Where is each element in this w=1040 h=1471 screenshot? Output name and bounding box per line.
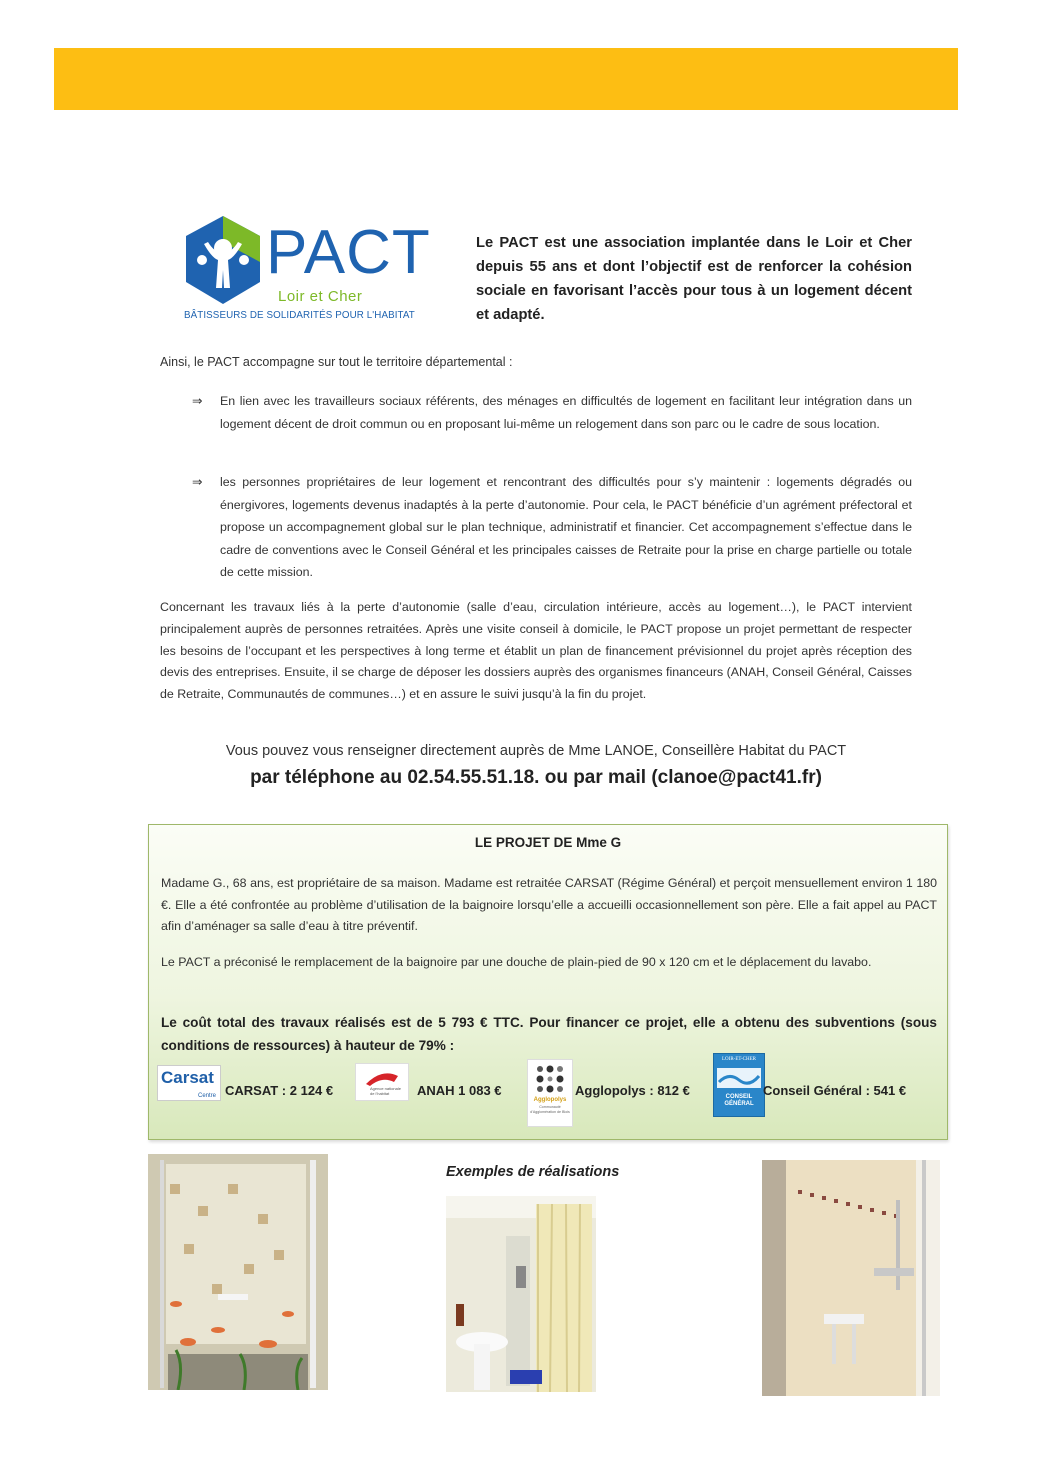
arrow-icon: ⇒	[192, 475, 203, 489]
carsat-logo: Carsat Centre	[157, 1065, 221, 1101]
photos-caption: Exemples de réalisations	[446, 1164, 620, 1180]
project-cost-text: Le coût total des travaux réalisés est de 5 793 € TTC. Pour financer ce projet, elle a obtenu des subventions (sous conditions de ressources) à hauteur de 79% :	[161, 1015, 937, 1053]
project-box	[148, 824, 948, 1140]
contact-details: par téléphone au 02.54.55.51.18. ou par mail (clanoe@pact41.fr)	[250, 767, 822, 788]
funder-carsat: CARSAT : 2 124 €	[225, 1083, 334, 1098]
funder-agglopolys: Agglopolys : 812 €	[575, 1083, 690, 1098]
bullet-item	[192, 471, 912, 584]
anah-mark-icon	[356, 1066, 408, 1088]
project-title: LE PROJET DE Mme G	[474, 835, 622, 850]
bullet-item	[192, 390, 912, 435]
bullet-text: les personnes propriétaires de leur logement et rencontrant des difficultés pour s’y maintenir : logements dégradés ou énergivores, logements devenus inadaptés à la perte d’autonomie. Pour cela, le PACT bénéficie d’un agrément préfectoral et propose un accompagnement global sur le plan technique, administratif et financier. Cet accompagnement s’effectue dans le cadre de conventions avec le Conseil Général et les principales caisses de Retraite pour la prise en charge partielle ou totale de cette mission.	[220, 475, 912, 579]
funder-conseil-general: Conseil Général : 541 €	[763, 1083, 907, 1098]
intro-text: Le PACT est une association implantée dans le Loir et Cher depuis 55 ans et dont l’objectif est de renforcer la cohésion sociale en favorisant l’accès pour tous à un logement décent et adapté.	[476, 235, 912, 323]
agglopolys-logo: Agglopolys Communauté d'Agglomération de Blois	[527, 1059, 573, 1127]
photo-shower-cabin	[148, 1154, 328, 1390]
conseil-general-logo: LOIR-ET-CHER CONSEIL GÉNÉRAL	[713, 1053, 765, 1117]
pact-hexagon-icon	[182, 214, 264, 306]
contact-intro: Vous pouvez vous renseigner directement auprès de Mme LANOE, Conseillère Habitat du PACT	[225, 743, 847, 759]
project-paragraph: Madame G., 68 ans, est propriétaire de sa maison. Madame est retraitée CARSAT (Régime Général) et perçoit mensuellement environ 1 180 €. Elle a été confrontée au problème d’utilisation de la baignoire lorsqu’elle a accueilli occasionnellement son père. Elle a fait appel au PACT afin d’aménager sa salle d’eau à titre préventif.	[161, 876, 937, 933]
agglopolys-dots-icon	[528, 1062, 572, 1096]
pact-logo-tagline: BÂTISSEURS DE SOLIDARITÉS POUR L'HABITAT	[184, 310, 415, 321]
photo-walk-in-shower	[762, 1160, 940, 1396]
pact-logo-wordmark: PACT	[266, 218, 431, 287]
arrow-icon: ⇒	[192, 394, 203, 408]
conseil-general-wave-icon	[714, 1066, 764, 1090]
funder-anah: ANAH 1 083 €	[417, 1083, 502, 1098]
project-paragraph: Le PACT a préconisé le remplacement de la baignoire par une douche de plain-pied de 90 x 120 cm et le déplacement du lavabo.	[161, 955, 872, 969]
anah-logo: Agence nationale de l'habitat	[355, 1063, 409, 1101]
pact-logo-subtitle: Loir et Cher	[278, 288, 363, 305]
bullet-text: En lien avec les travailleurs sociaux référents, des ménages en difficultés de logement en facilitant leur intégration dans un logement décent de droit commun ou en proposant lui-même un relogement dans son parc ou le cadre de sous location.	[220, 394, 912, 431]
pact-logo	[176, 212, 446, 330]
description-paragraph: Concernant les travaux liés à la perte d’autonomie (salle d’eau, circulation intérieure, accès au logement…), le PACT intervient principalement auprès de personnes retraitées. Après une visite conseil à domicile, le PACT propose un projet permettant de respecter les besoins de l’occupant et les perspectives à long terme et établit un plan de financement prévisionnel du projet après réception des devis des entreprises. Ensuite, il se charge de déposer les dossiers auprès des organismes financeurs (ANAH, Conseil Général, Caisses de Retraite, Communautés de communes…) et en assure le suivi jusqu’à la fin du projet.	[160, 600, 912, 702]
top-banner	[54, 48, 958, 110]
lead-text: Ainsi, le PACT accompagne sur tout le territoire départemental :	[160, 355, 513, 369]
photo-bathroom-sink	[446, 1196, 596, 1392]
